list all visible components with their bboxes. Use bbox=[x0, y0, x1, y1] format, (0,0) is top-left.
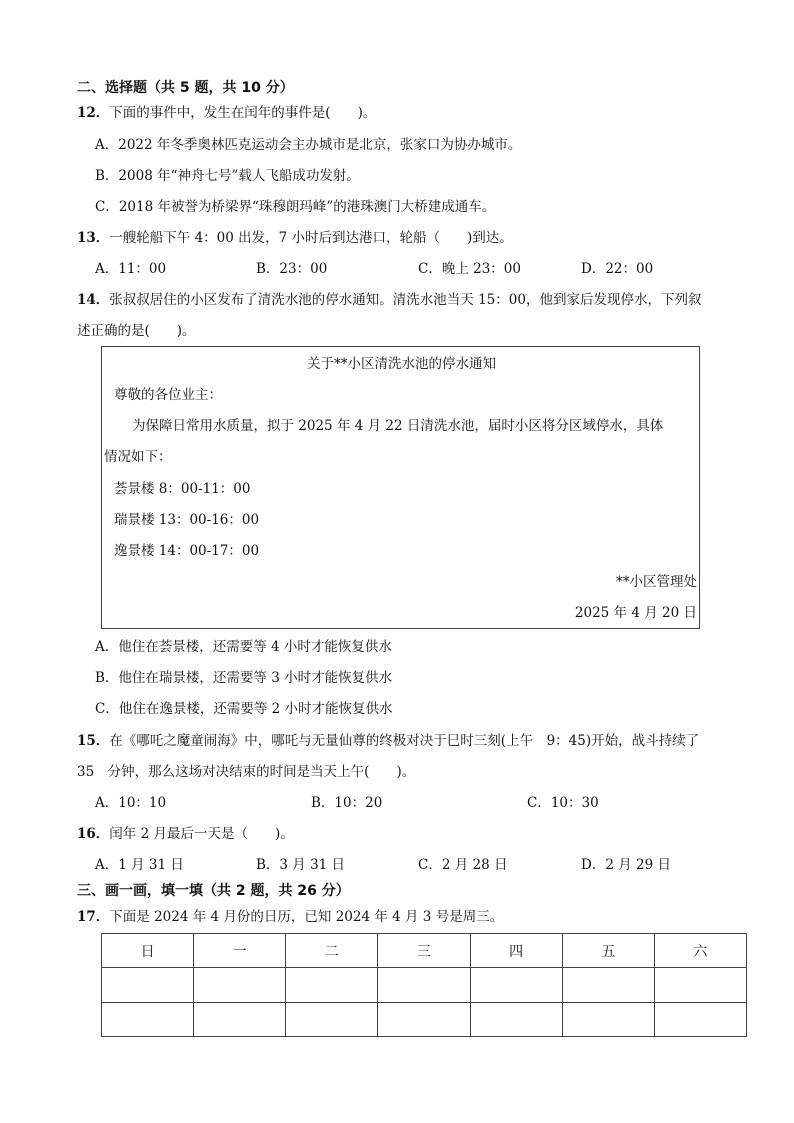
calendar-cell[interactable] bbox=[654, 1002, 746, 1036]
question-number: 16． bbox=[77, 826, 110, 842]
question-17 bbox=[77, 908, 503, 926]
option-b: B．10：20 bbox=[311, 795, 383, 811]
schedule-item: 逸景楼 14：00-17：00 bbox=[114, 543, 260, 559]
option-c: C．他住在逸景楼，还需要等 2 小时才能恢复供水 bbox=[95, 701, 393, 717]
calendar-cell[interactable] bbox=[378, 1002, 470, 1036]
options-row bbox=[95, 794, 715, 812]
section-title: 二、选择题（共 5 题，共 10 分） bbox=[77, 80, 294, 96]
question-13 bbox=[77, 229, 513, 247]
option-a: A．1 月 31 日 bbox=[95, 857, 184, 873]
weekday-header: 六 bbox=[654, 934, 746, 968]
calendar-cell[interactable] bbox=[378, 968, 470, 1002]
schedule-item: 瑞景楼 13：00-16：00 bbox=[114, 512, 260, 528]
calendar-table bbox=[101, 933, 747, 1037]
question-number: 15． bbox=[77, 733, 110, 749]
option-b: B．3 月 31 日 bbox=[256, 857, 346, 873]
notice-greeting: 尊敬的各位业主： bbox=[114, 387, 222, 403]
calendar-header-row bbox=[102, 934, 747, 968]
weekday-header: 四 bbox=[470, 934, 562, 968]
question-15 bbox=[77, 732, 699, 750]
option-c: C．2018 年被誉为桥梁界“珠穆朗玛峰”的港珠澳门大桥建成通车。 bbox=[95, 199, 496, 215]
question-12 bbox=[77, 104, 376, 122]
calendar-row bbox=[102, 1002, 747, 1036]
water-notice-box bbox=[101, 346, 700, 629]
calendar-cell[interactable] bbox=[470, 968, 562, 1002]
calendar-cell[interactable] bbox=[194, 1002, 286, 1036]
calendar-cell[interactable] bbox=[286, 968, 378, 1002]
option-a: A．2022 年冬季奥林匹克运动会主办城市是北京，张家口为协办城市。 bbox=[95, 137, 522, 153]
option-a: A．他住在荟景楼，还需要等 4 小时才能恢复供水 bbox=[95, 639, 392, 655]
option-b: B．他住在瑞景楼，还需要等 3 小时才能恢复供水 bbox=[95, 670, 393, 686]
notice-body: 为保障日常用水质量，拟于 2025 年 4 月 22 日清洗水池，届时小区将分区域停水，具体 bbox=[132, 418, 664, 434]
schedule-item: 荟景楼 8：00-11：00 bbox=[114, 481, 251, 497]
section-title: 三、画一画，填一填（共 2 题，共 26 分） bbox=[77, 883, 350, 899]
calendar-cell[interactable] bbox=[562, 968, 654, 1002]
question-number: 17． bbox=[77, 909, 110, 925]
calendar-cell[interactable] bbox=[654, 968, 746, 1002]
notice-body-continued: 情况如下： bbox=[104, 449, 172, 465]
question-stem: 一艘轮船下午 4：00 出发，7 小时后到达港口，轮船（ )到达。 bbox=[109, 230, 513, 246]
question-stem: 下面是 2024 年 4 月份的日历，已知 2024 年 4 月 3 号是周三。 bbox=[109, 909, 504, 925]
options-row bbox=[95, 260, 715, 278]
weekday-header: 二 bbox=[286, 934, 378, 968]
notice-signature: **小区管理处 bbox=[616, 574, 697, 590]
option-a: A．10：10 bbox=[95, 795, 167, 811]
option-d: D．2 月 29 日 bbox=[581, 857, 671, 873]
calendar-cell[interactable] bbox=[194, 968, 286, 1002]
question-number: 12． bbox=[77, 105, 110, 121]
question-stem: 闰年 2 月最后一天是（ )。 bbox=[109, 826, 294, 842]
question-stem: 在《哪吒之魔童闹海》中，哪吒与无量仙尊的终极对决于巳时三刻(上午 9：45)开始，战斗持续了 bbox=[109, 733, 700, 749]
option-b: B．23：00 bbox=[256, 261, 328, 277]
option-c: C．2 月 28 日 bbox=[418, 857, 508, 873]
question-16 bbox=[77, 825, 294, 843]
notice-date: 2025 年 4 月 20 日 bbox=[574, 605, 697, 621]
option-c: C．10：30 bbox=[527, 795, 599, 811]
option-c: C．晚上 23：00 bbox=[418, 261, 521, 277]
question-number: 14． bbox=[77, 292, 110, 308]
question-number: 13． bbox=[77, 230, 110, 246]
weekday-header: 一 bbox=[194, 934, 286, 968]
question-stem-continued: 35 分钟，那么这场对决结束的时间是当天上午( )。 bbox=[77, 764, 416, 780]
question-14 bbox=[77, 291, 701, 309]
option-a: A．11：00 bbox=[95, 261, 167, 277]
calendar-cell[interactable] bbox=[562, 1002, 654, 1036]
calendar-row bbox=[102, 968, 747, 1002]
weekday-header: 五 bbox=[562, 934, 654, 968]
notice-title: 关于**小区清洗水池的停水通知 bbox=[307, 356, 496, 372]
question-stem: 下面的事件中，发生在闰年的事件是( )。 bbox=[109, 105, 377, 121]
weekday-header: 三 bbox=[378, 934, 470, 968]
option-b: B．2008 年“神舟七号”载人飞船成功发射。 bbox=[95, 168, 360, 184]
calendar-cell[interactable] bbox=[286, 1002, 378, 1036]
calendar-cell[interactable] bbox=[102, 1002, 194, 1036]
option-d: D．22：00 bbox=[581, 261, 654, 277]
weekday-header: 日 bbox=[102, 934, 194, 968]
calendar-cell[interactable] bbox=[470, 1002, 562, 1036]
question-stem: 张叔叔居住的小区发布了清洗水池的停水通知。清洗水池当天 15：00，他到家后发现停水，下列叙 bbox=[109, 292, 702, 308]
calendar-cell[interactable] bbox=[102, 968, 194, 1002]
options-row bbox=[95, 856, 715, 874]
question-stem-continued: 述正确的是( )。 bbox=[77, 323, 196, 339]
